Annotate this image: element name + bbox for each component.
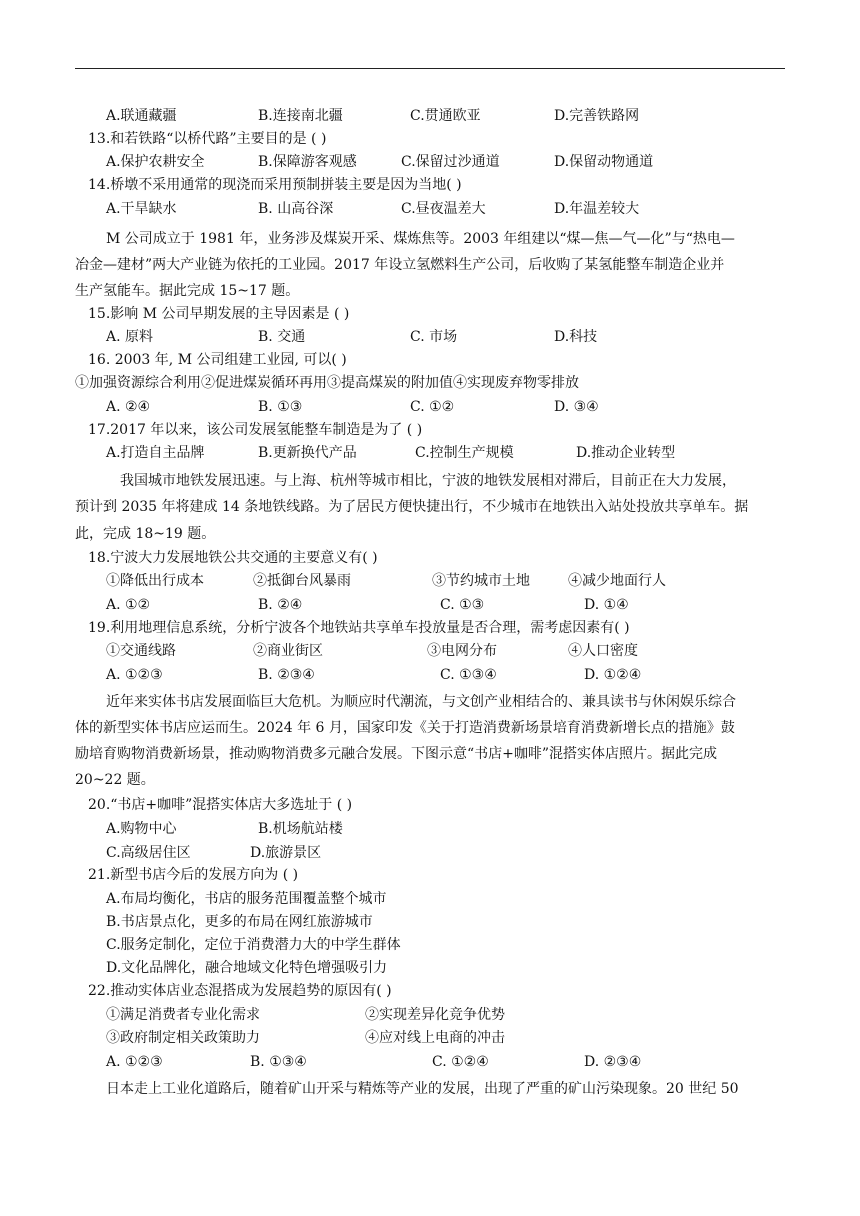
q22-option-a[interactable]: A. ①②③	[106, 1054, 163, 1070]
q17-stem: 17.2017 年以来，该公司发展氢能整车制造是为了 ( )	[88, 422, 423, 438]
q15-option-c[interactable]: C. 市场	[410, 329, 458, 345]
q18-item-4: ④减少地面行人	[568, 573, 666, 589]
q17-option-a[interactable]: A.打造自主品牌	[106, 445, 205, 461]
q18-option-b[interactable]: B. ②④	[258, 597, 303, 613]
passage-tail: 日本走上工业化道路后，随着矿山开采与精炼等产业的发展，出现了严重的矿山污染现象。20 世纪 50	[106, 1081, 739, 1097]
q19-stem: 19.利用地理信息系统，分析宁波各个地铁站共享单车投放量是否合理，需考虑因素有( )	[88, 620, 630, 636]
q22-item-3: ③政府制定相关政策助力	[106, 1030, 260, 1046]
q20-option-c[interactable]: C.高级居住区	[106, 845, 191, 861]
q16-option-a[interactable]: A. ②④	[106, 399, 151, 415]
q17-option-c[interactable]: C.控制生产规模	[415, 445, 514, 461]
q13-option-d[interactable]: D.保留动物通道	[554, 154, 654, 170]
q21-option-c[interactable]: C.服务定制化，定位于消费潜力大的中学生群体	[106, 937, 401, 953]
q14-stem: 14.桥墩不采用通常的现浇而采用预制拼装主要是因为当地( )	[88, 177, 462, 193]
q20-option-b[interactable]: B.机场航站楼	[258, 821, 343, 837]
q19-option-c[interactable]: C. ①③④	[440, 667, 497, 683]
q16-option-c[interactable]: C. ①②	[410, 399, 455, 415]
q21-option-b[interactable]: B.书店景点化，更多的布局在网红旅游城市	[106, 914, 373, 930]
q15-option-b[interactable]: B. 交通	[258, 329, 306, 345]
q18-stem: 18.宁波大力发展地铁公共交通的主要意义有( )	[88, 550, 378, 566]
q19-item-1: ①交通线路	[106, 643, 176, 659]
q22-option-d[interactable]: D. ②③④	[584, 1054, 642, 1070]
passage-18-19-line-2: 预计到 2035 年将建成 14 条地铁线路。为了居民方便快捷出行，不少城市在地铁出入站处投放共享单车。据	[75, 499, 749, 515]
q12-option-b[interactable]: B.连接南北疆	[258, 108, 343, 124]
passage-18-19-line-1: 我国城市地铁发展迅速。与上海、杭州等城市相比，宁波的地铁发展相对滞后，目前正在大力发展，	[120, 473, 736, 489]
q18-option-d[interactable]: D. ①④	[584, 597, 629, 613]
passage-20-22-line-4: 20~22 题。	[75, 772, 155, 788]
q19-option-a[interactable]: A. ①②③	[106, 667, 163, 683]
q16-items: ①加强资源综合利用②促进煤炭循环再用③提高煤炭的附加值④实现废弃物零排放	[75, 375, 579, 391]
q18-option-a[interactable]: A. ①②	[106, 597, 151, 613]
q22-option-c[interactable]: C. ①②④	[432, 1054, 489, 1070]
q22-option-b[interactable]: B. ①③④	[250, 1054, 307, 1070]
q19-option-b[interactable]: B. ②③④	[258, 667, 315, 683]
q15-stem: 15.影响 M 公司早期发展的主导因素是 ( )	[88, 306, 350, 322]
q20-stem: 20.“书店+咖啡”混搭实体店大多选址于 ( )	[88, 797, 353, 813]
q22-item-2: ②实现差异化竞争优势	[365, 1007, 505, 1023]
q13-option-b[interactable]: B.保障游客观感	[258, 154, 357, 170]
q13-option-a[interactable]: A.保护农耕安全	[106, 154, 205, 170]
q21-option-a[interactable]: A.布局均衡化，书店的服务范围覆盖整个城市	[106, 891, 387, 907]
q14-option-d[interactable]: D.年温差较大	[554, 201, 640, 217]
q13-option-c[interactable]: C.保留过沙通道	[401, 154, 500, 170]
q19-item-4: ④人口密度	[568, 643, 638, 659]
q17-option-b[interactable]: B.更新换代产品	[258, 445, 357, 461]
q12-option-d[interactable]: D.完善铁路网	[554, 108, 640, 124]
q22-stem: 22.推动实体店业态混搭成为发展趋势的原因有( )	[88, 983, 392, 999]
q16-option-d[interactable]: D. ③④	[554, 399, 599, 415]
q16-stem: 16. 2003 年, M 公司组建工业园, 可以( )	[88, 352, 347, 368]
passage-15-17-line-3: 生产氢能车。据此完成 15~17 题。	[75, 283, 300, 299]
q19-item-2: ②商业街区	[253, 643, 323, 659]
q21-option-d[interactable]: D.文化品牌化，融合地域文化特色增强吸引力	[106, 960, 388, 976]
q18-item-2: ②抵御台风暴雨	[253, 573, 351, 589]
q19-option-d[interactable]: D. ①②④	[584, 667, 642, 683]
q12-option-a[interactable]: A.联通藏疆	[106, 108, 177, 124]
q14-option-a[interactable]: A.干旱缺水	[106, 201, 177, 217]
q20-option-a[interactable]: A.购物中心	[106, 821, 177, 837]
passage-15-17-line-1: M 公司成立于 1981 年，业务涉及煤炭开采、煤炼焦等。2003 年组建以“煤—焦—气—化”与“热电—	[106, 231, 735, 247]
passage-20-22-line-1: 近年来实体书店发展面临巨大危机。为顺应时代潮流，与文创产业相结合的、兼具读书与休闲娱乐综合	[106, 694, 736, 710]
q14-option-b[interactable]: B. 山高谷深	[258, 201, 334, 217]
header-rule	[75, 68, 785, 69]
q14-option-c[interactable]: C.昼夜温差大	[401, 201, 486, 217]
q21-stem: 21.新型书店今后的发展方向为 ( )	[88, 867, 299, 883]
q15-option-a[interactable]: A. 原料	[106, 329, 154, 345]
q18-item-1: ①降低出行成本	[106, 573, 204, 589]
q15-option-d[interactable]: D.科技	[554, 329, 598, 345]
q18-item-3: ③节约城市土地	[432, 573, 530, 589]
q17-option-d[interactable]: D.推动企业转型	[576, 445, 676, 461]
q18-option-c[interactable]: C. ①③	[440, 597, 485, 613]
q20-option-d[interactable]: D.旅游景区	[250, 845, 322, 861]
passage-15-17-line-2: 冶金—建材”两大产业链为依托的工业园。2017 年设立氢燃料生产公司，后收购了某氢能整车制造企业并	[75, 257, 725, 273]
q19-item-3: ③电网分布	[427, 643, 497, 659]
q22-item-4: ④应对线上电商的冲击	[365, 1030, 505, 1046]
q22-item-1: ①满足消费者专业化需求	[106, 1007, 260, 1023]
passage-20-22-line-3: 励培育购物消费新场景，推动购物消费多元融合发展。下图示意“书店+咖啡”混搭实体店照片。据此完成	[75, 746, 718, 762]
passage-18-19-line-3: 此，完成 18~19 题。	[75, 526, 216, 542]
q16-option-b[interactable]: B. ①③	[258, 399, 303, 415]
q13-stem: 13.和若铁路“以桥代路”主要目的是 ( )	[88, 131, 327, 147]
q12-option-c[interactable]: C.贯通欧亚	[410, 108, 481, 124]
passage-20-22-line-2: 体的新型实体书店应运而生。2024 年 6 月，国家印发《关于打造消费新场景培育消费新增长点的措施》鼓	[75, 720, 735, 736]
